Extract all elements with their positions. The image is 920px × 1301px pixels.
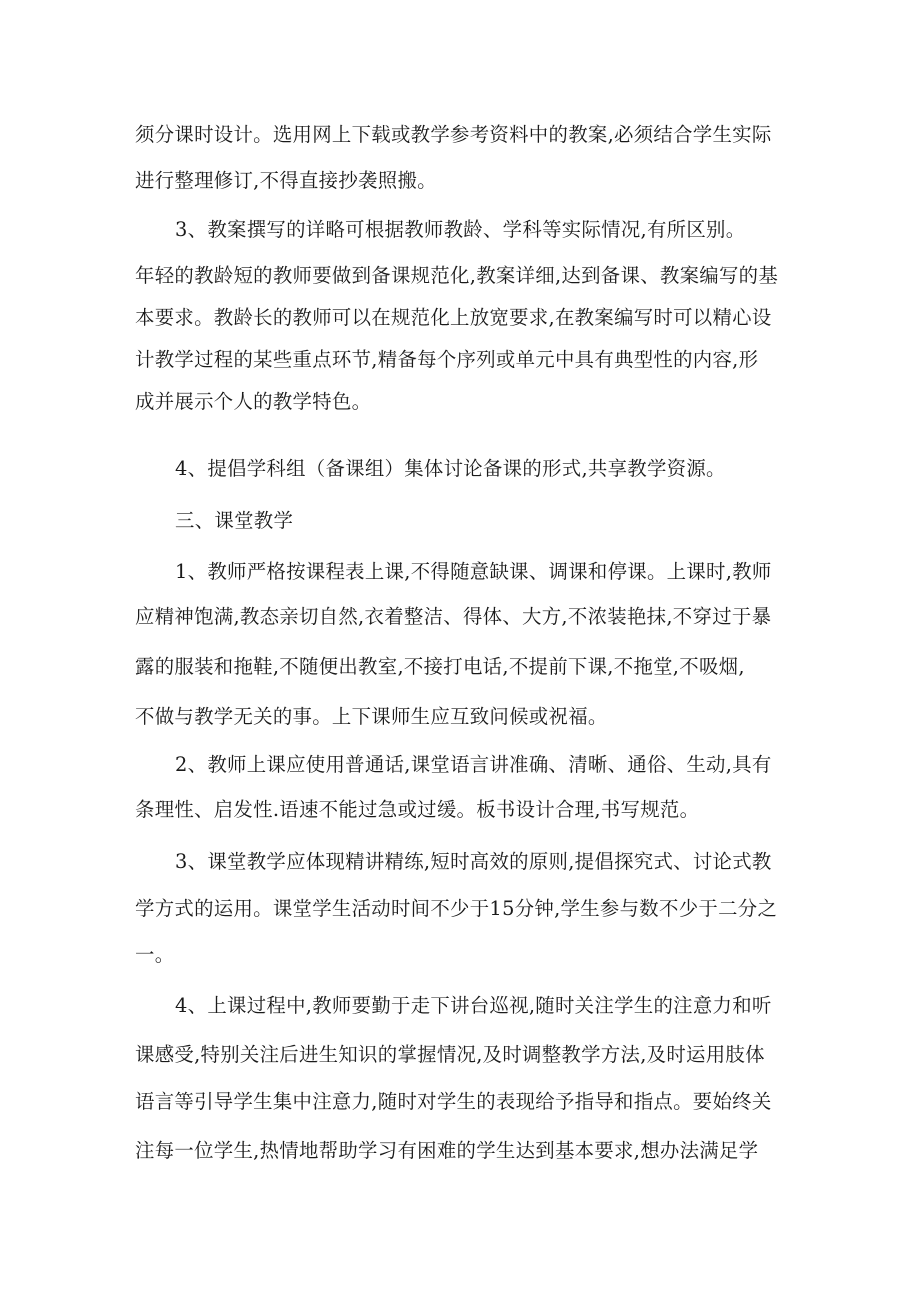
text-line: 学方式的运用。课堂学生活动时间不少于15分钟,学生参与数不少于二分之 bbox=[135, 897, 778, 920]
text-line: 一。 bbox=[135, 943, 175, 966]
section-heading: 三、课堂教学 bbox=[175, 509, 294, 532]
text-line: 条理性、启发性.语速不能过急或过缓。板书设计合理,书写规范。 bbox=[135, 798, 700, 821]
paragraph-start-line: 1、教师严格按课程表上课,不得随意缺课、调课和停课。上课时,教师 bbox=[175, 560, 772, 583]
paragraph-start-line: 4、上课过程中,教师要勤于走下讲台巡视,随时关注学生的注意力和听 bbox=[175, 994, 772, 1017]
text-line: 成并展示个人的教学特色。 bbox=[135, 390, 372, 413]
paragraph-start-line: 3、课堂教学应体现精讲精练,短时高效的原则,提倡探究式、讨论式教 bbox=[175, 850, 772, 873]
text-line: 应精神饱满,教态亲切自然,衣着整洁、得体、大方,不浓装艳抹,不穿过于暴 bbox=[135, 605, 772, 628]
text-line: 语言等引导学生集中注意力,随时对学生的表现给予指导和指点。要始终关 bbox=[135, 1090, 772, 1113]
text-line: 计教学过程的某些重点环节,精备每个序列或单元中具有典型性的内容,形 bbox=[135, 348, 759, 371]
text-line: 注每一位学生,热情地帮助学习有困难的学生达到基本要求,想办法满足学 bbox=[135, 1139, 759, 1162]
text-line: 年轻的教龄短的教师要做到备课规范化,教案详细,达到备课、教案编写的基 bbox=[135, 264, 779, 287]
text-line: 不做与教学无关的事。上下课师生应互致问候或祝福。 bbox=[135, 705, 608, 728]
paragraph-start-line: 3、教案撰写的详略可根据教师教龄、学科等实际情况,有所区别。 bbox=[175, 218, 746, 241]
text-line: 进行整理修订,不得直接抄袭照搬。 bbox=[135, 169, 437, 192]
text-line: 露的服装和拖鞋,不随便出教室,不接打电话,不提前下课,不拖堂,不吸烟, bbox=[135, 655, 745, 678]
paragraph-start-line: 2、教师上课应使用普通话,课堂语言讲准确、清晰、通俗、生动,具有 bbox=[175, 753, 772, 776]
paragraph-start-line: 4、提倡学科组（备课组）集体讨论备课的形式,共享教学资源。 bbox=[175, 457, 726, 480]
text-line: 须分课时设计。选用网上下载或教学参考资料中的教案,必须结合学生实际 bbox=[135, 123, 772, 146]
text-line: 课感受,特别关注后进生知识的掌握情况,及时调整教学方法,及时运用肢体 bbox=[135, 1043, 765, 1066]
text-line: 本要求。教龄长的教师可以在规范化上放宽要求,在教案编写时可以精心设 bbox=[135, 306, 772, 329]
